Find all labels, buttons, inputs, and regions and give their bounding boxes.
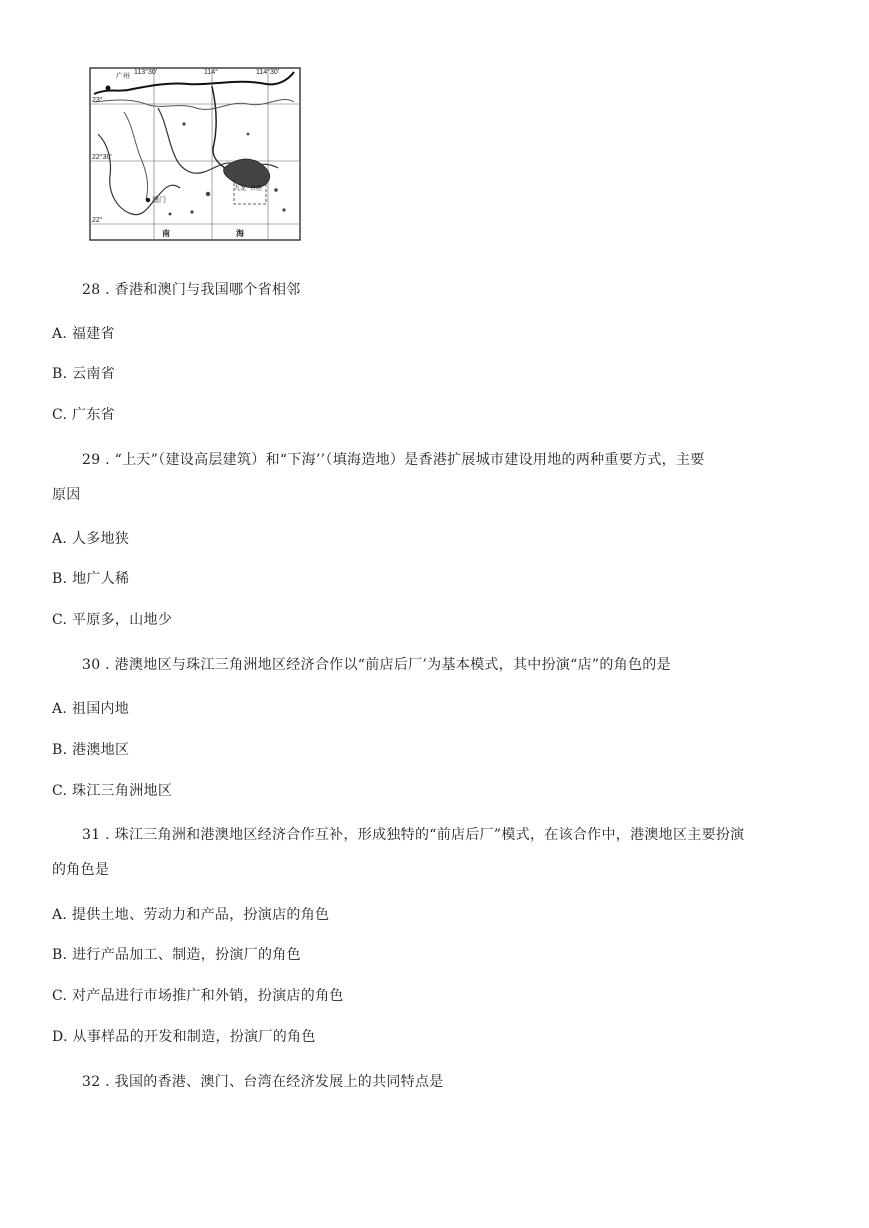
question-30-option-b[interactable]: B. 港澳地区 [52, 742, 130, 758]
question-30-option-a[interactable]: A. 祖国内地 [52, 701, 130, 717]
question-31-option-d[interactable]: D. 从事样品的开发和制造，扮演厂的角色 [52, 1029, 316, 1045]
pearl-river-delta-map [88, 64, 302, 242]
question-28-option-a[interactable]: A. 福建省 [52, 326, 115, 342]
label-kowloon: 九龙 [234, 186, 247, 192]
island [190, 210, 193, 213]
question-29-option-a[interactable]: A. 人多地狭 [52, 531, 130, 547]
label-lon1: 113°30' [134, 69, 158, 76]
question-31-option-b[interactable]: B. 进行产品加工、制造，扮演厂的角色 [52, 947, 301, 963]
island [169, 213, 172, 216]
city-marker [106, 86, 111, 91]
question-29-stem: 29 . “上天”（建设高层建筑）和“下海’’（填海造地）是香港扩展城市建设用地的两种重要方式，主要 [82, 452, 705, 468]
map-frame [90, 68, 300, 240]
question-30-stem: 30 . 港澳地区与珠江三角洲地区经济合作以“前店后厂’为基本模式，其中扮演“店”的角色的是 [82, 657, 671, 673]
question-31-option-c[interactable]: C. 对产品进行市场推广和外销，扮演店的角色 [52, 988, 344, 1004]
question-31-stem-cont: 的角色是 [52, 862, 110, 878]
label-hongkong: 香港 [250, 186, 263, 192]
label-sea-left: 南 [162, 229, 170, 238]
label-sea-right: 海 [236, 229, 244, 238]
label-guangzhou: 广州 [116, 73, 130, 80]
question-31-option-a[interactable]: A. 提供土地、劳动力和产品，扮演店的角色 [52, 907, 330, 923]
map-drawing [88, 64, 302, 242]
question-30-option-c[interactable]: C. 珠江三角洲地区 [52, 783, 173, 799]
island [274, 188, 278, 192]
island [247, 133, 250, 136]
question-32-stem: 32 . 我国的香港、澳门、台湾在经济发展上的共同特点是 [82, 1074, 444, 1090]
island [206, 192, 210, 196]
island [182, 122, 185, 125]
question-28-option-c[interactable]: C. 广东省 [52, 407, 115, 423]
question-29-option-b[interactable]: B. 地广人稀 [52, 571, 130, 587]
label-lon3: 114°30' [256, 69, 280, 76]
label-lat22: 22° [92, 217, 103, 224]
question-29-stem-cont: 原因 [52, 487, 81, 503]
question-31-stem: 31 . 珠江三角洲和港澳地区经济合作互补，形成独特的“前店后厂”模式，在该合作中，港澳地区主要扮演 [82, 827, 745, 843]
question-28-stem: 28 . 香港和澳门与我国哪个省相邻 [82, 282, 301, 298]
label-lon2: 114° [204, 69, 218, 76]
island [282, 208, 285, 211]
city-marker [146, 198, 150, 202]
question-29-option-c[interactable]: C. 平原多，山地少 [52, 612, 173, 628]
label-lat22-30: 22°30' [92, 154, 112, 161]
question-28-option-b[interactable]: B. 云南省 [52, 366, 115, 382]
label-macau: 澳门 [152, 197, 166, 204]
label-lat23: 23° [92, 97, 103, 104]
